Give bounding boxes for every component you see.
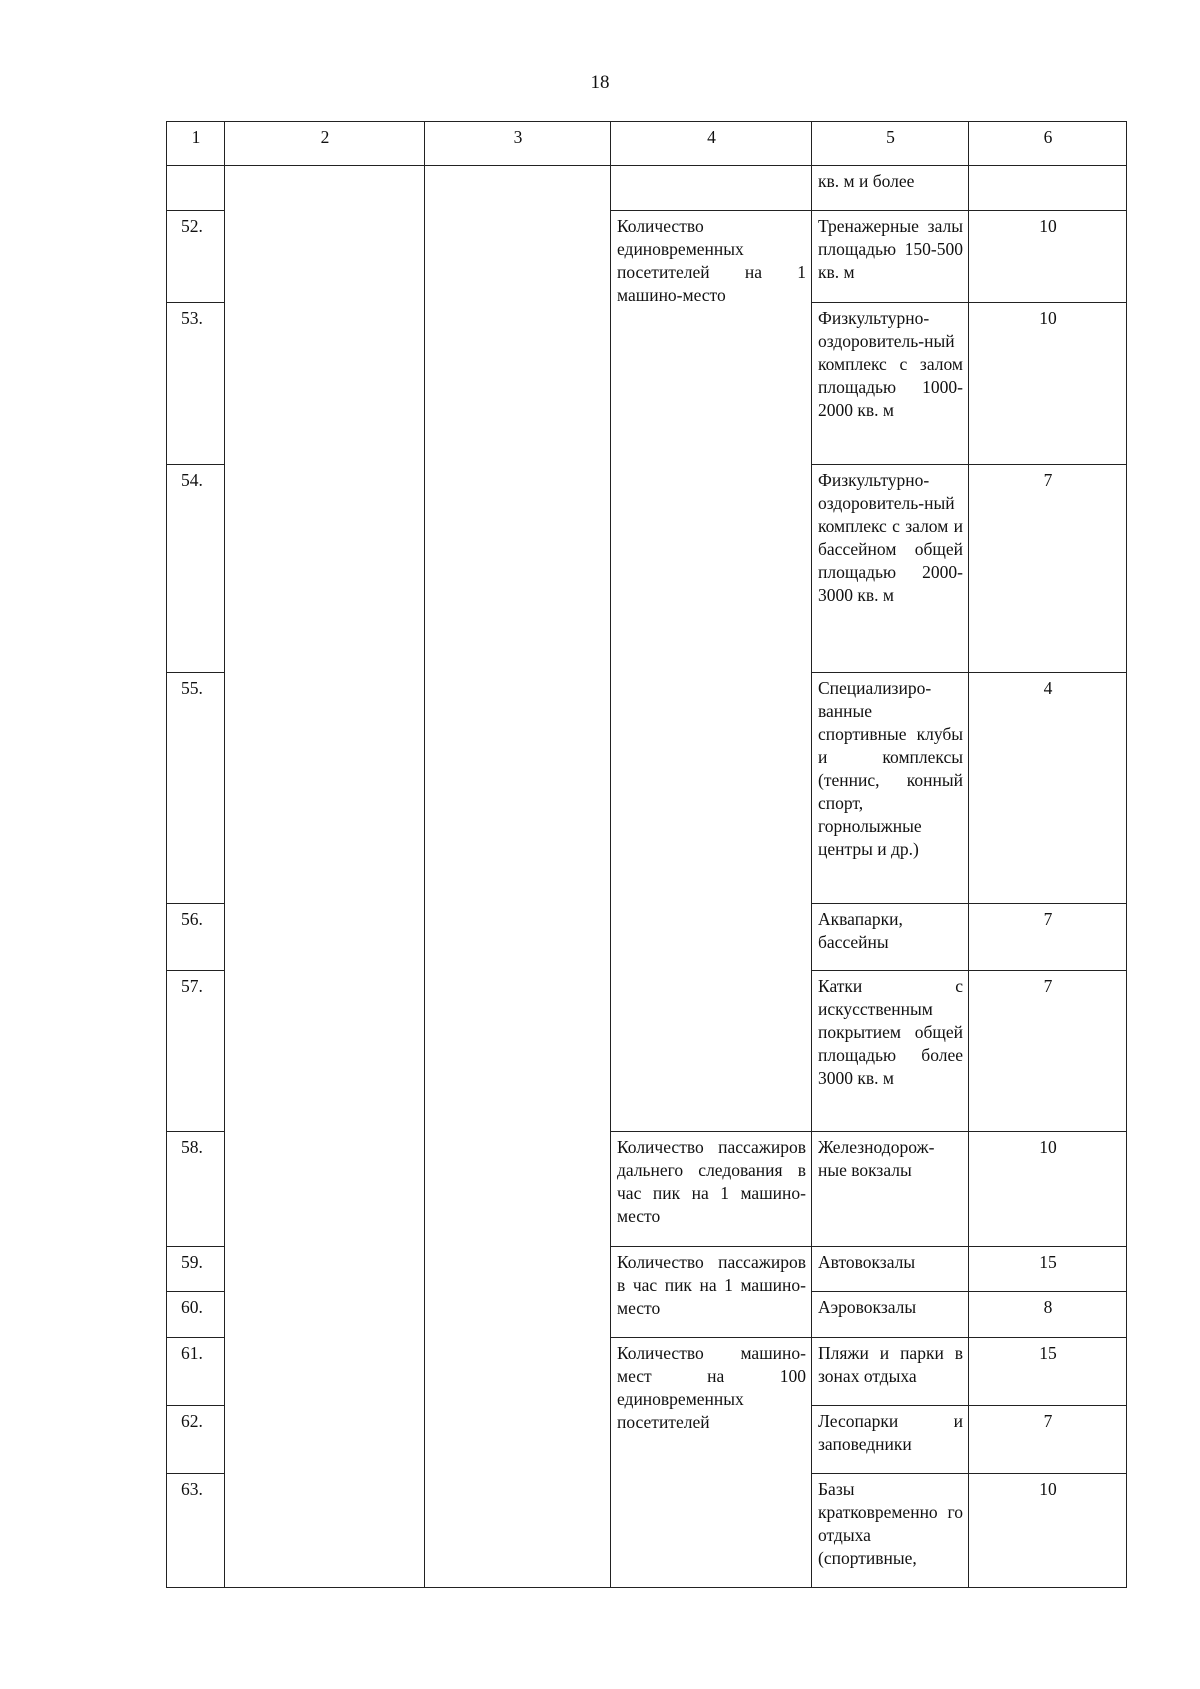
value-cell: 10 — [969, 1474, 1127, 1588]
header-row — [167, 122, 1127, 166]
row-number: 54. — [167, 465, 225, 673]
value-cell: 10 — [969, 303, 1127, 465]
header-cell-6: 6 — [969, 122, 1127, 166]
value-cell: 4 — [969, 673, 1127, 904]
object-cell: Физкультурно-оздоровитель-ный комплекс с залом площадью 1000-2000 кв. м — [812, 303, 969, 465]
header-cell-4: 4 — [611, 122, 812, 166]
row-number: 61. — [167, 1338, 225, 1406]
column-3-cell — [425, 166, 611, 1588]
row-number: 59. — [167, 1247, 225, 1292]
object-cell: кв. м и более — [812, 166, 969, 211]
indicator-cell: Количество пассажиров в час пик на 1 машино-место — [611, 1247, 812, 1338]
page-number: 18 — [590, 72, 610, 93]
row-number: 55. — [167, 673, 225, 904]
value-cell: 10 — [969, 1132, 1127, 1247]
header-cell-5: 5 — [812, 122, 969, 166]
object-cell: Тренажерные залы площадью 150-500 кв. м — [812, 211, 969, 303]
header-cell-1: 1 — [167, 122, 225, 166]
value-cell: 7 — [969, 1406, 1127, 1474]
value-cell: 7 — [969, 971, 1127, 1132]
value-cell: 7 — [969, 904, 1127, 971]
row-number: 63. — [167, 1474, 225, 1588]
continuation-row — [167, 166, 1127, 211]
row-number: 57. — [167, 971, 225, 1132]
row-number: 60. — [167, 1292, 225, 1338]
indicator-cell: Количество машино-мест на 100 единовременных посетителей — [611, 1338, 812, 1588]
row-number: 56. — [167, 904, 225, 971]
value-cell: 8 — [969, 1292, 1127, 1338]
row-number: 58. — [167, 1132, 225, 1247]
object-cell: Специализиро-ванные спортивные клубы и комплексы (теннис, конный спорт, горнолыжные центры и др.) — [812, 673, 969, 904]
value-cell: 10 — [969, 211, 1127, 303]
column-2-cell — [225, 166, 425, 1588]
value-cell: 7 — [969, 465, 1127, 673]
object-cell: Аквапарки, бассейны — [812, 904, 969, 971]
object-cell: Автовокзалы — [812, 1247, 969, 1292]
object-cell: Пляжи и парки в зонах отдыха — [812, 1338, 969, 1406]
object-cell: Лесопарки и заповедники — [812, 1406, 969, 1474]
standards-table — [166, 121, 1127, 1588]
object-cell: Аэровокзалы — [812, 1292, 969, 1338]
object-cell: Железнодорож-ные вокзалы — [812, 1132, 969, 1247]
row-number: 53. — [167, 303, 225, 465]
row-number: 52. — [167, 211, 225, 303]
value-cell: 15 — [969, 1247, 1127, 1292]
indicator-cell: Количество пассажиров дальнего следования в час пик на 1 машино-место — [611, 1132, 812, 1247]
value-cell: 15 — [969, 1338, 1127, 1406]
object-cell: Базы кратковременно го отдыха (спортивные, — [812, 1474, 969, 1588]
header-cell-2: 2 — [225, 122, 425, 166]
indicator-cell: Количество единовременных посетителей на 1 машино-место — [611, 211, 812, 1132]
header-cell-3: 3 — [425, 122, 611, 166]
object-cell: Физкультурно-оздоровитель-ный комплекс с залом и бассейном общей площадью 2000-3000 кв. м — [812, 465, 969, 673]
object-cell: Катки с искусственным покрытием общей площадью более 3000 кв. м — [812, 971, 969, 1132]
row-number: 62. — [167, 1406, 225, 1474]
